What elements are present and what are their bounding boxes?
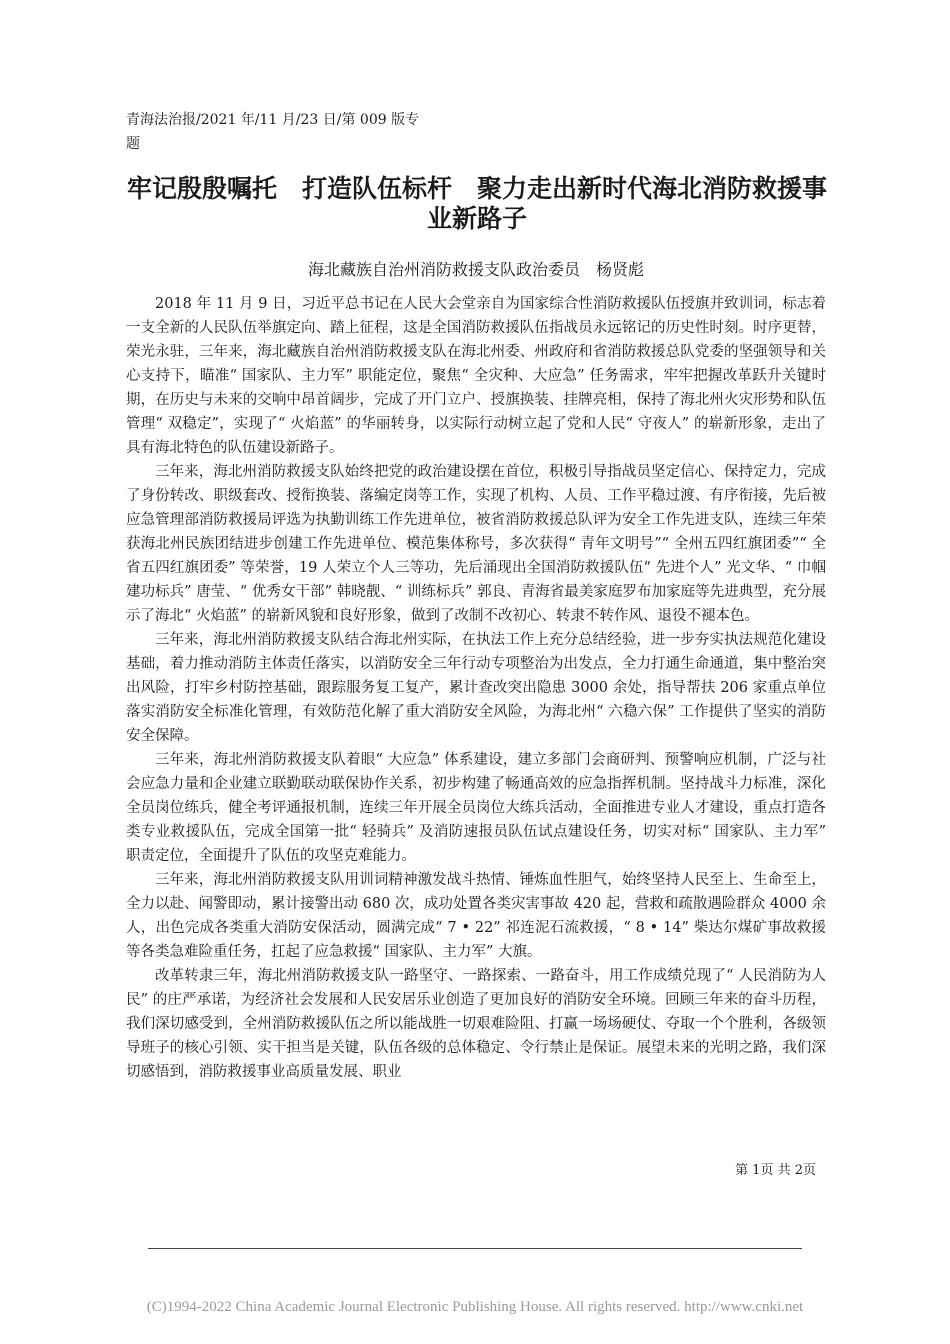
author-line: 海北藏族自治州消防救援支队政治委员 杨贤彪 [307,260,644,279]
paragraph: 改革转隶三年，海北州消防救援支队一路坚守、一路探索、一路奋斗，用工作成绩兑现了“ 人民消防为人民” 的庄严承诺，为经济社会发展和人民安居乐业创造了更加良好的消防安全环境。回顾三年来的奋斗历程，我们深切感受到，全州消防救援队伍之所以能战胜一切艰难险阻、打赢一场场硬仗、夺取一个个胜利，各级领导班子的核心引领、实干担当是关键，队伍各级的总体稳定、令行禁止是保证。展望未来的光明之路，我们深切感悟到，消防救援事业高质量发展、职业 [126,968,826,1080]
paragraph: 三年来，海北州消防救援支队用训词精神激发战斗热情、锤炼血性胆气，始终坚持人民至上、生命至上，全力以赴、闻警即动，累计接警出动 680 次，成功处置各类灾害事故 420 起，营救和疏散遇险群众 4000 余人，出色完成各类重大消防安保活动，圆满完成“ 7 • 22” 祁连泥石流救援，“ 8 • 14” 柴达尔煤矿事故救援等各类急难险重任务，扛起了应急救援“ 国家队、主力军” 大旗。 [126,872,826,960]
article-title: 牢记殷殷嘱托 打造队伍标杆 聚力走出新时代海北消防救援事业新路子 [126,174,827,233]
copyright-footer: (C)1994-2022 China Academic Journal Electronic Publishing House. All rights reserved. http://www.cnki.net [146,1299,804,1315]
paragraph: 2018 年 11 月 9 日，习近平总书记在人民大会堂亲自为国家综合性消防救援队伍授旗并致训词，标志着一支全新的人民队伍举旗定向、踏上征程，这是全国消防救援队伍指战员永远铭记的历史性时刻。时序更替，荣光永驻，三年来，海北藏族自治州消防救援支队在海北州委、州政府和省消防救援总队党委的坚强领导和关心支持下，瞄准“ 国家队、主力军” 职能定位，聚焦“ 全灾种、大应急” 任务需求，牢牢把握改革跃升关键时期，在历史与未来的交响中昂首阔步，完成了开门立户、授旗换装、挂牌亮相，保持了海北州火灾形势和队伍管理“ 双稳定”，实现了“ 火焰蓝” 的华丽转身，以实际行动树立起了党和人民“ 守夜人” 的崭新形象，走出了具有海北特色的队伍建设新路子。 [126,296,826,456]
paragraph: 三年来，海北州消防救援支队结合海北州实际，在执法工作上充分总结经验，进一步夯实执法规范化建设基础，着力推动消防主体责任落实，以消防安全三年行动专项整治为出发点，全力打通生命通道，集中整治突出风险，打牢乡村防控基础，跟踪服务复工复产，累计查改突出隐患 3000 余处，指导帮扶 206 家重点单位落实消防安全标准化管理，有效防范化解了重大消防安全风险，为海北州“ 六稳六保” 工作提供了坚实的消防安全保障。 [126,632,826,744]
footer-divider [148,1248,802,1249]
paragraph: 三年来，海北州消防救援支队着眼“ 大应急” 体系建设，建立多部门会商研判、预警响应机制，广泛与社会应急力量和企业建立联勤联动联保协作关系，初步构建了畅通高效的应急指挥机制。坚持战斗力标准，深化全员岗位练兵，健全考评通报机制，连续三年开展全员岗位大练兵活动，全面推进专业人才建设，重点打造各类专业救援队伍，完成全国第一批“ 轻骑兵” 及消防速报员队伍试点建设任务，切实对标“ 国家队、主力军” 职责定位，全面提升了队伍的攻坚克难能力。 [126,752,826,864]
source-line: 青海法治报/2021 年/11 月/23 日/第 009 版专题 [126,112,420,152]
article-body [126,292,826,1084]
page-number: 第 1页 共 2页 [735,1163,816,1178]
paragraph: 三年来，海北州消防救援支队始终把党的政治建设摆在首位，积极引导指战员坚定信心、保持定力，完成了身份转改、职级套改、授衔换装、落编定岗等工作，实现了机构、人员、工作平稳过渡、有序衔接，先后被应急管理部消防救援局评选为执勤训练工作先进单位，被省消防救援总队评为安全工作先进支队，连续三年荣获海北州民族团结进步创建工作先进单位、模范集体称号，多次获得“ 青年文明号”“ 全州五四红旗团委”“ 全省五四红旗团委” 等荣誉，19 人荣立个人三等功，先后涌现出全国消防救援队伍“ 先进个人” 光文华、“ 巾帼建功标兵” 唐莹、“ 优秀女干部” 韩晓靓、“ 训练标兵” 郭良、青海省最美家庭罗布加家庭等先进典型，充分展示了海北“ 火焰蓝” 的崭新风貌和良好形象，做到了改制不改初心、转隶不转作风、退役不褪本色。 [126,464,826,624]
